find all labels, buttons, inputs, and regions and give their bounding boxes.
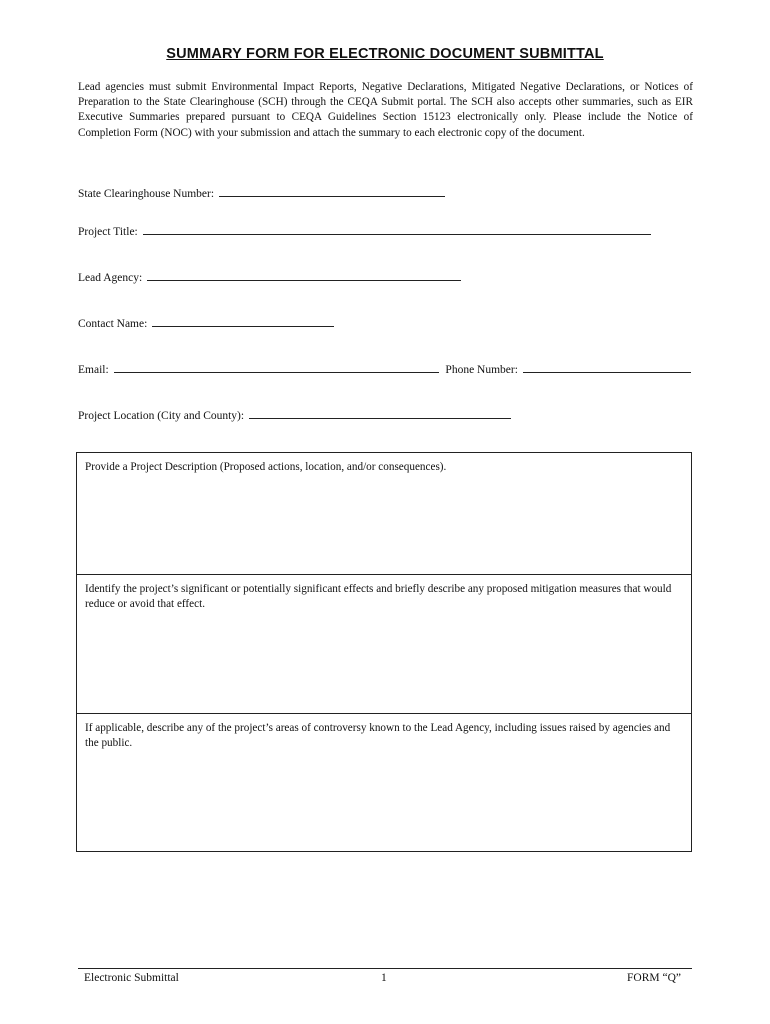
footer-right: FORM “Q” bbox=[627, 972, 681, 984]
lead-agency-label: Lead Agency: bbox=[78, 272, 143, 284]
project-location-row bbox=[78, 408, 511, 422]
project-description-prompt: Provide a Project Description (Proposed actions, location, and/or consequences). bbox=[85, 461, 447, 473]
controversy-section[interactable] bbox=[77, 713, 691, 851]
phone-input[interactable] bbox=[523, 362, 691, 373]
significant-effects-prompt: Identify the project’s significant or potentially significant effects and briefly describe any proposed mitigation measures that would reduce or avoid that effect. bbox=[85, 583, 672, 611]
sch-number-row bbox=[78, 186, 445, 200]
sch-number-label: State Clearinghouse Number: bbox=[78, 188, 215, 200]
footer-page-number: 1 bbox=[381, 972, 387, 984]
significant-effects-section[interactable] bbox=[77, 574, 691, 713]
intro-paragraph: Lead agencies must submit Environmental Impact Reports, Negative Declarations, Mitigated Negative Declarations, or Notices of Preparation to the State Clearinghouse (SCH) through the CEQA Submit portal. The SCH also accepts other summaries, such as EIR Executive Summaries prepared pursuant to CEQA Guidelines Section 15123 electronically only. Please include the Notice of Completion Form (NOC) with your submission and attach the summary to each electronic copy of the document. bbox=[78, 81, 693, 139]
project-title-label: Project Title: bbox=[78, 226, 138, 238]
project-location-input[interactable] bbox=[249, 408, 511, 419]
email-input[interactable] bbox=[114, 362, 439, 373]
footer-rule bbox=[78, 968, 692, 969]
footer-left: Electronic Submittal bbox=[84, 972, 179, 984]
contact-name-input[interactable] bbox=[152, 316, 334, 327]
lead-agency-input[interactable] bbox=[147, 270, 461, 281]
phone-label: Phone Number: bbox=[445, 364, 518, 376]
page-title: SUMMARY FORM FOR ELECTRONIC DOCUMENT SUBMITTAL bbox=[166, 46, 604, 62]
email-phone-row bbox=[78, 362, 691, 376]
project-title-input[interactable] bbox=[143, 224, 651, 235]
sch-number-input[interactable] bbox=[219, 186, 445, 197]
narrative-box bbox=[76, 452, 692, 852]
email-label: Email: bbox=[78, 364, 109, 376]
contact-name-label: Contact Name: bbox=[78, 318, 148, 330]
lead-agency-row bbox=[78, 270, 461, 284]
project-location-label: Project Location (City and County): bbox=[78, 410, 245, 422]
controversy-prompt: If applicable, describe any of the project’s areas of controversy known to the Lead Agency, including issues raised by agencies and the public. bbox=[85, 722, 671, 750]
project-title-row bbox=[78, 224, 651, 238]
project-description-section[interactable] bbox=[77, 453, 691, 574]
contact-name-row bbox=[78, 316, 334, 330]
